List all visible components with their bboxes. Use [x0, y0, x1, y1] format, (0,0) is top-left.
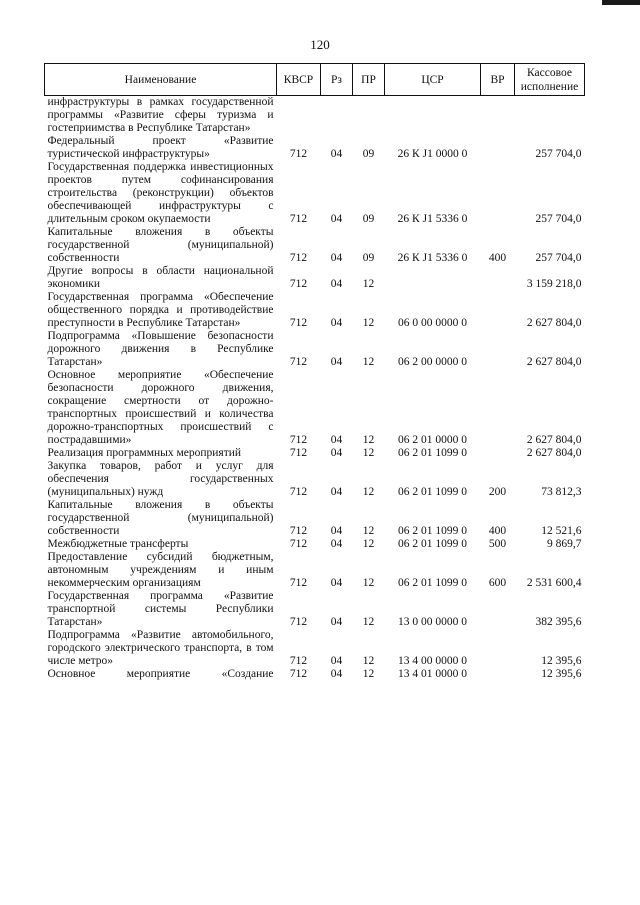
row-name-text: Предоставление субсидий бюджетным, автономным учреждениям и иным некоммерческим организациям	[47, 551, 274, 589]
header-rz: Рз	[321, 64, 353, 96]
row-amount: 382 395,6	[535, 616, 582, 628]
row-kvsr: 712	[289, 655, 308, 667]
row-rz: 04	[330, 356, 343, 368]
table-row	[45, 551, 585, 590]
row-kvsr: 712	[289, 356, 308, 368]
row-pr: 09	[362, 148, 375, 160]
row-amount: 257 704,0	[535, 148, 582, 160]
row-name-text: Другие вопросы в области национальной экономики	[47, 265, 274, 290]
table-row	[45, 668, 585, 681]
row-kvsr: 712	[289, 317, 308, 329]
row-csr: 06 0 00 0000 0	[398, 317, 467, 329]
row-pr: 12	[362, 655, 375, 667]
row-rz: 04	[330, 525, 343, 537]
row-name	[45, 499, 277, 538]
row-csr: 06 2 01 1099 0	[398, 538, 467, 550]
row-name-text: Государственная поддержка инвестиционных проектов путем софинансирования строительства (реконструкции) объектов обеспечивающей инфраструктуры с длительным сроком окупаемости	[47, 161, 274, 225]
row-amount	[515, 96, 585, 136]
table-row	[45, 226, 585, 265]
row-name-text: Подпрограмма «Повышение безопасности дорожного движения в Республике Татарстан»	[47, 330, 274, 368]
table-row	[45, 96, 585, 136]
row-rz: 04	[330, 655, 343, 667]
header-kvsr: КВСР	[277, 64, 321, 96]
table-row	[45, 590, 585, 629]
table-row	[45, 499, 585, 538]
scan-corner-mark	[602, 0, 640, 5]
row-kvsr: 712	[289, 486, 308, 498]
row-csr: 26 К J1 0000 0	[397, 148, 468, 160]
budget-table	[44, 63, 585, 681]
row-vr	[481, 330, 515, 369]
row-rz: 04	[330, 577, 343, 589]
row-name-text: Капитальные вложения в объекты государственной (муниципальной) собственности	[47, 499, 274, 537]
row-name-text: Основное мероприятие «Создание	[47, 668, 274, 680]
row-name	[45, 330, 277, 369]
page-number: 120	[310, 37, 330, 52]
table-header	[45, 64, 585, 96]
header-pr: ПР	[353, 64, 385, 96]
row-kvsr: 712	[289, 434, 308, 446]
row-name-text: Подпрограмма «Развитие автомобильного, городского электрического транспорта, в том числе метро»	[47, 629, 274, 667]
row-pr: 12	[362, 616, 375, 628]
row-rz: 04	[330, 538, 343, 550]
row-name	[45, 551, 277, 590]
row-name	[45, 460, 277, 499]
row-vr	[481, 265, 515, 291]
row-name	[45, 226, 277, 265]
table-row	[45, 447, 585, 460]
row-vr	[481, 629, 515, 668]
row-pr: 12	[362, 668, 375, 680]
row-vr	[481, 135, 515, 161]
row-name	[45, 538, 277, 551]
row-pr: 12	[362, 356, 375, 368]
table-row	[45, 161, 585, 226]
row-name	[45, 668, 277, 681]
row-rz	[321, 96, 353, 136]
row-rz: 04	[330, 317, 343, 329]
row-rz: 04	[330, 486, 343, 498]
row-vr: 500	[488, 538, 507, 550]
row-name	[45, 265, 277, 291]
row-csr: 06 2 01 1099 0	[398, 486, 467, 498]
table-row	[45, 135, 585, 161]
row-kvsr: 712	[289, 668, 308, 680]
row-vr	[481, 369, 515, 447]
row-csr: 06 2 01 1099 0	[398, 525, 467, 537]
row-pr: 12	[362, 577, 375, 589]
row-amount: 2 627 804,0	[526, 447, 582, 459]
header-cash-execution: Кассовое исполнение	[515, 64, 585, 96]
row-csr: 13 4 01 0000 0	[398, 668, 467, 680]
row-kvsr: 712	[289, 252, 308, 264]
table-row	[45, 369, 585, 447]
row-csr: 26 К J1 5336 0	[397, 213, 468, 225]
row-name-text: Межбюджетные трансферты	[47, 538, 189, 550]
row-rz: 04	[330, 447, 343, 459]
row-amount: 2 627 804,0	[526, 356, 582, 368]
row-kvsr: 712	[289, 148, 308, 160]
row-pr: 12	[362, 434, 375, 446]
row-amount: 257 704,0	[535, 213, 582, 225]
row-csr: 06 2 00 0000 0	[398, 356, 467, 368]
row-amount: 2 627 804,0	[526, 434, 582, 446]
row-name	[45, 447, 277, 460]
table-row	[45, 265, 585, 291]
row-kvsr: 712	[289, 278, 308, 290]
row-rz: 04	[330, 434, 343, 446]
row-name-text: Федеральный проект «Развитие туристической инфраструктуры»	[47, 135, 274, 160]
row-name	[45, 161, 277, 226]
row-kvsr: 712	[289, 213, 308, 225]
row-vr: 600	[488, 577, 507, 589]
table-row	[45, 629, 585, 668]
table-row	[45, 460, 585, 499]
row-vr: 200	[488, 486, 507, 498]
table-row	[45, 291, 585, 330]
row-rz: 04	[330, 278, 343, 290]
row-csr: 26 К J1 5336 0	[397, 252, 468, 264]
row-csr: 06 2 01 1099 0	[398, 577, 467, 589]
row-rz: 04	[330, 668, 343, 680]
row-amount: 2 531 600,4	[526, 577, 582, 589]
row-amount: 9 869,7	[547, 538, 582, 550]
row-name	[45, 590, 277, 629]
table-row	[45, 330, 585, 369]
header-name: Наименование	[45, 64, 277, 96]
row-kvsr: 712	[289, 538, 308, 550]
row-amount: 12 395,6	[541, 668, 582, 680]
row-pr: 12	[362, 538, 375, 550]
row-kvsr: 712	[289, 447, 308, 459]
row-amount: 12 521,6	[541, 525, 582, 537]
row-pr: 12	[362, 317, 375, 329]
row-name-text: инфраструктуры в рамках государственной программы «Развитие сферы туризма и гостеприимства в Республике Татарстан»	[47, 96, 274, 134]
row-amount: 3 159 218,0	[526, 278, 582, 290]
row-csr	[385, 265, 481, 291]
row-csr	[385, 96, 481, 136]
row-name-text: Государственная программа «Развитие транспортной системы Республики Татарстан»	[47, 590, 274, 628]
row-kvsr: 712	[289, 525, 308, 537]
row-vr	[481, 668, 515, 681]
table-body	[45, 96, 585, 682]
header-vr: ВР	[481, 64, 515, 96]
row-vr	[481, 96, 515, 136]
row-kvsr: 712	[289, 616, 308, 628]
row-name	[45, 135, 277, 161]
row-pr: 12	[362, 525, 375, 537]
row-name	[45, 96, 277, 136]
row-pr: 09	[362, 252, 375, 264]
row-name-text: Закупка товаров, работ и услуг для обеспечения государственных (муниципальных) нужд	[47, 460, 274, 498]
row-name	[45, 629, 277, 668]
row-vr	[481, 447, 515, 460]
row-name	[45, 369, 277, 447]
row-name	[45, 291, 277, 330]
row-csr: 13 0 00 0000 0	[398, 616, 467, 628]
row-amount: 257 704,0	[535, 252, 582, 264]
row-csr: 13 4 00 0000 0	[398, 655, 467, 667]
row-rz: 04	[330, 148, 343, 160]
row-pr: 12	[362, 278, 375, 290]
row-amount: 2 627 804,0	[526, 317, 582, 329]
row-vr	[481, 590, 515, 629]
row-rz: 04	[330, 213, 343, 225]
row-vr	[481, 291, 515, 330]
row-kvsr	[277, 96, 321, 136]
row-amount: 73 812,3	[541, 486, 582, 498]
row-pr	[353, 96, 385, 136]
table-row	[45, 538, 585, 551]
row-rz: 04	[330, 616, 343, 628]
row-name-text: Реализация программных мероприятий	[47, 447, 242, 459]
row-vr: 400	[488, 525, 507, 537]
row-name-text: Государственная программа «Обеспечение общественного порядка и противодействие преступности в Республике Татарстан»	[47, 291, 274, 329]
row-csr: 06 2 01 1099 0	[398, 447, 467, 459]
row-amount: 12 395,6	[541, 655, 582, 667]
row-pr: 12	[362, 486, 375, 498]
row-pr: 09	[362, 213, 375, 225]
row-rz: 04	[330, 252, 343, 264]
header-csr: ЦСР	[385, 64, 481, 96]
row-vr: 400	[488, 252, 507, 264]
row-pr: 12	[362, 447, 375, 459]
row-name-text: Основное мероприятие «Обеспечение безопасности дорожного движения, сокращение смертности от дорожно-транспортных происшествий и количества дорожно-транспортных происшествий с пострадавшими»	[47, 369, 274, 446]
row-vr	[481, 161, 515, 226]
row-name-text: Капитальные вложения в объекты государственной (муниципальной) собственности	[47, 226, 274, 264]
row-kvsr: 712	[289, 577, 308, 589]
row-csr: 06 2 01 0000 0	[398, 434, 467, 446]
